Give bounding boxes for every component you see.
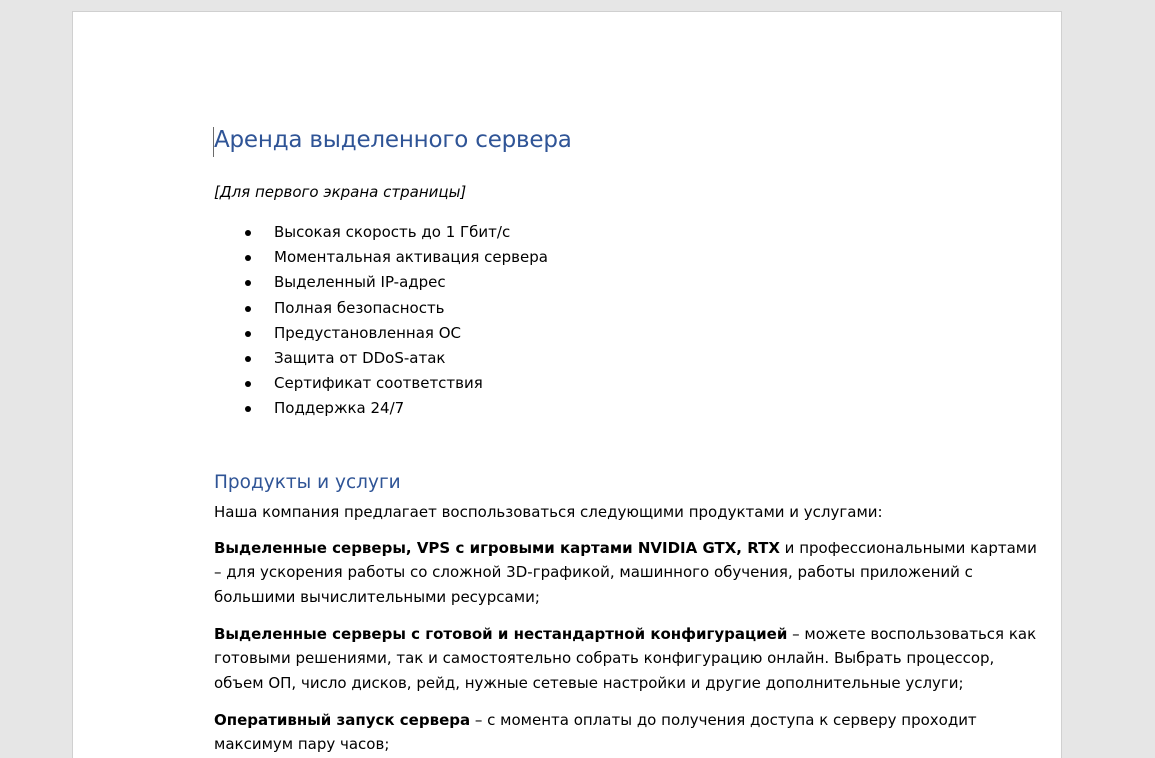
bullet-icon <box>245 406 251 412</box>
bullet-icon <box>245 280 251 286</box>
list-item[interactable]: Сертификат соответствия <box>214 371 548 396</box>
document-page <box>72 11 1062 758</box>
bullet-icon <box>245 356 251 362</box>
bullet-icon <box>245 381 251 387</box>
bullet-icon <box>245 306 251 312</box>
list-item[interactable]: Моментальная активация сервера <box>214 245 548 270</box>
bullet-icon <box>245 331 251 337</box>
bullet-icon <box>245 230 251 236</box>
section-intro[interactable]: Наша компания предлагает воспользоваться следующими продуктами и услугами: <box>214 503 883 521</box>
paragraph-lead: Выделенные серверы, VPS с игровыми картами NVIDIA GTX, RTX <box>214 539 780 557</box>
bullet-icon <box>245 255 251 261</box>
list-item[interactable]: Высокая скорость до 1 Гбит/с <box>214 220 548 245</box>
list-item[interactable]: Предустановленная ОС <box>214 321 548 346</box>
list-item[interactable]: Защита от DDoS-атак <box>214 346 548 371</box>
paragraph-lead: Выделенные серверы с готовой и нестандартной конфигурацией <box>214 625 788 643</box>
section-heading[interactable]: Продукты и услуги <box>214 472 401 493</box>
editor-note[interactable]: [Для первого экрана страницы] <box>214 183 467 201</box>
list-item[interactable]: Поддержка 24/7 <box>214 396 548 421</box>
list-item[interactable]: Выделенный IP-адрес <box>214 270 548 295</box>
paragraph-gpu-servers[interactable]: Выделенные серверы, VPS с игровыми картами NVIDIA GTX, RTX и профессиональными картами – для ускорения работы со сложной 3D-графикой, машинного обучения, работы приложений с большими вычислительными ресурсами; <box>214 539 1037 606</box>
list-item[interactable]: Полная безопасность <box>214 296 548 321</box>
feature-list <box>214 220 548 422</box>
paragraph-fast-launch[interactable]: Оперативный запуск сервера – с момента оплаты до получения доступа к серверу проходит максимум пару часов; <box>214 711 977 754</box>
page-title[interactable]: Аренда выделенного сервера <box>214 127 572 153</box>
paragraph-lead: Оперативный запуск сервера <box>214 711 471 729</box>
paragraph-configurations[interactable]: Выделенные серверы с готовой и нестандартной конфигурацией – можете воспользоваться как готовыми решениями, так и самостоятельно собрать конфигурацию онлайн. Выбрать процессор, объем ОП, число дисков, рейд, нужные сетевые настройки и другие дополнительные услуги; <box>214 625 1037 692</box>
